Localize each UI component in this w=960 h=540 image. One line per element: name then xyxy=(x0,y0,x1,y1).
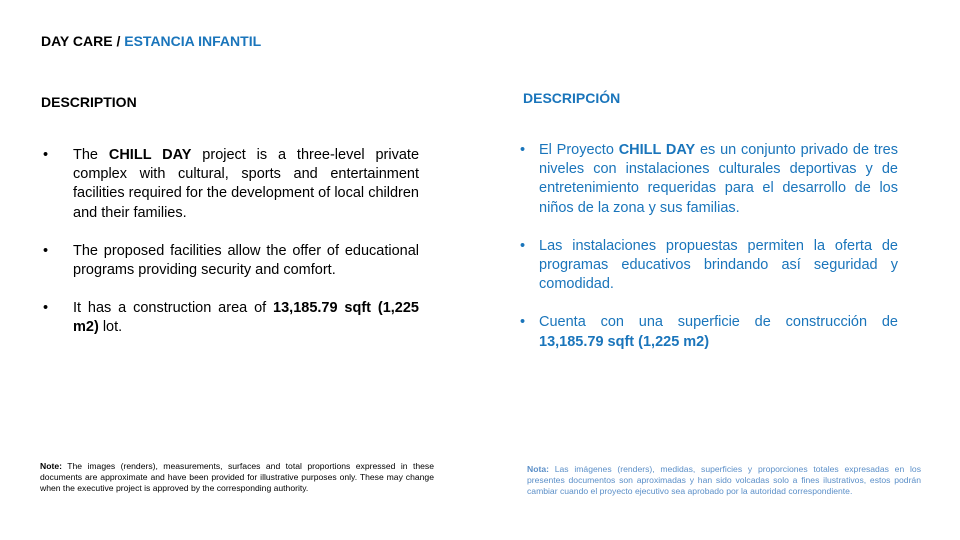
disclaimer-note-es xyxy=(527,464,921,497)
page-title xyxy=(41,33,261,49)
disclaimer-note-en xyxy=(40,461,434,494)
bullet-icon: • xyxy=(43,300,49,317)
bullet-icon: • xyxy=(43,147,49,163)
note-text: The images (renders), measurements, surfaces and total proportions expressed in these documents are approximate and have been provided for illustrative purposes only. These may change when the executive project is approved by the corresponding authority. xyxy=(40,461,434,493)
description-list-es xyxy=(520,141,898,371)
list-item: • The proposed facilities allow the offer of educational programs providing security and comfort. xyxy=(43,242,419,279)
bullet-icon: • xyxy=(520,237,526,254)
note-text: Las imágenes (renders), medidas, superficies y proporciones totales expresadas en los presentes documentos son aproximadas y han sido volcadas solo a fines ilustrativos, estos podrán cambiar cuando el proyecto ejecutivo sea aprobado por la autoridad correspondiente. xyxy=(527,464,921,496)
title-accent: ESTANCIA INFANTIL xyxy=(124,33,262,49)
list-item: • It has a construction area of 13,185.79 sqft (1,225 m2) lot. xyxy=(43,300,419,336)
list-item: • Cuenta con una superficie de construcción de 13,185.79 sqft (1,225 m2) xyxy=(520,314,898,350)
bullet-icon: • xyxy=(520,142,526,158)
title-main: DAY CARE / xyxy=(41,33,125,49)
list-item: • El Proyecto CHILL DAY es un conjunto privado de tres niveles con instalaciones culturales deportivas y de entretenimiento requeridas para el desarrollo de los niños de la zona y sus familias. xyxy=(520,142,899,216)
note-label: Nota: xyxy=(527,464,549,474)
description-heading-es: DESCRIPCIÓN xyxy=(523,90,621,106)
bullet-icon: • xyxy=(43,242,49,259)
note-label: Note: xyxy=(40,461,62,471)
list-item: • The CHILL DAY project is a three-level private complex with cultural, sports and entertainment facilities required for the development of local children and their families. xyxy=(43,147,420,221)
description-list-en xyxy=(41,146,419,357)
description-heading-en: DESCRIPTION xyxy=(41,94,137,110)
bullet-icon: • xyxy=(520,314,526,331)
list-item: • Las instalaciones propuestas permiten la oferta de programas educativos brindando así seguridad y comodidad. xyxy=(520,237,898,293)
